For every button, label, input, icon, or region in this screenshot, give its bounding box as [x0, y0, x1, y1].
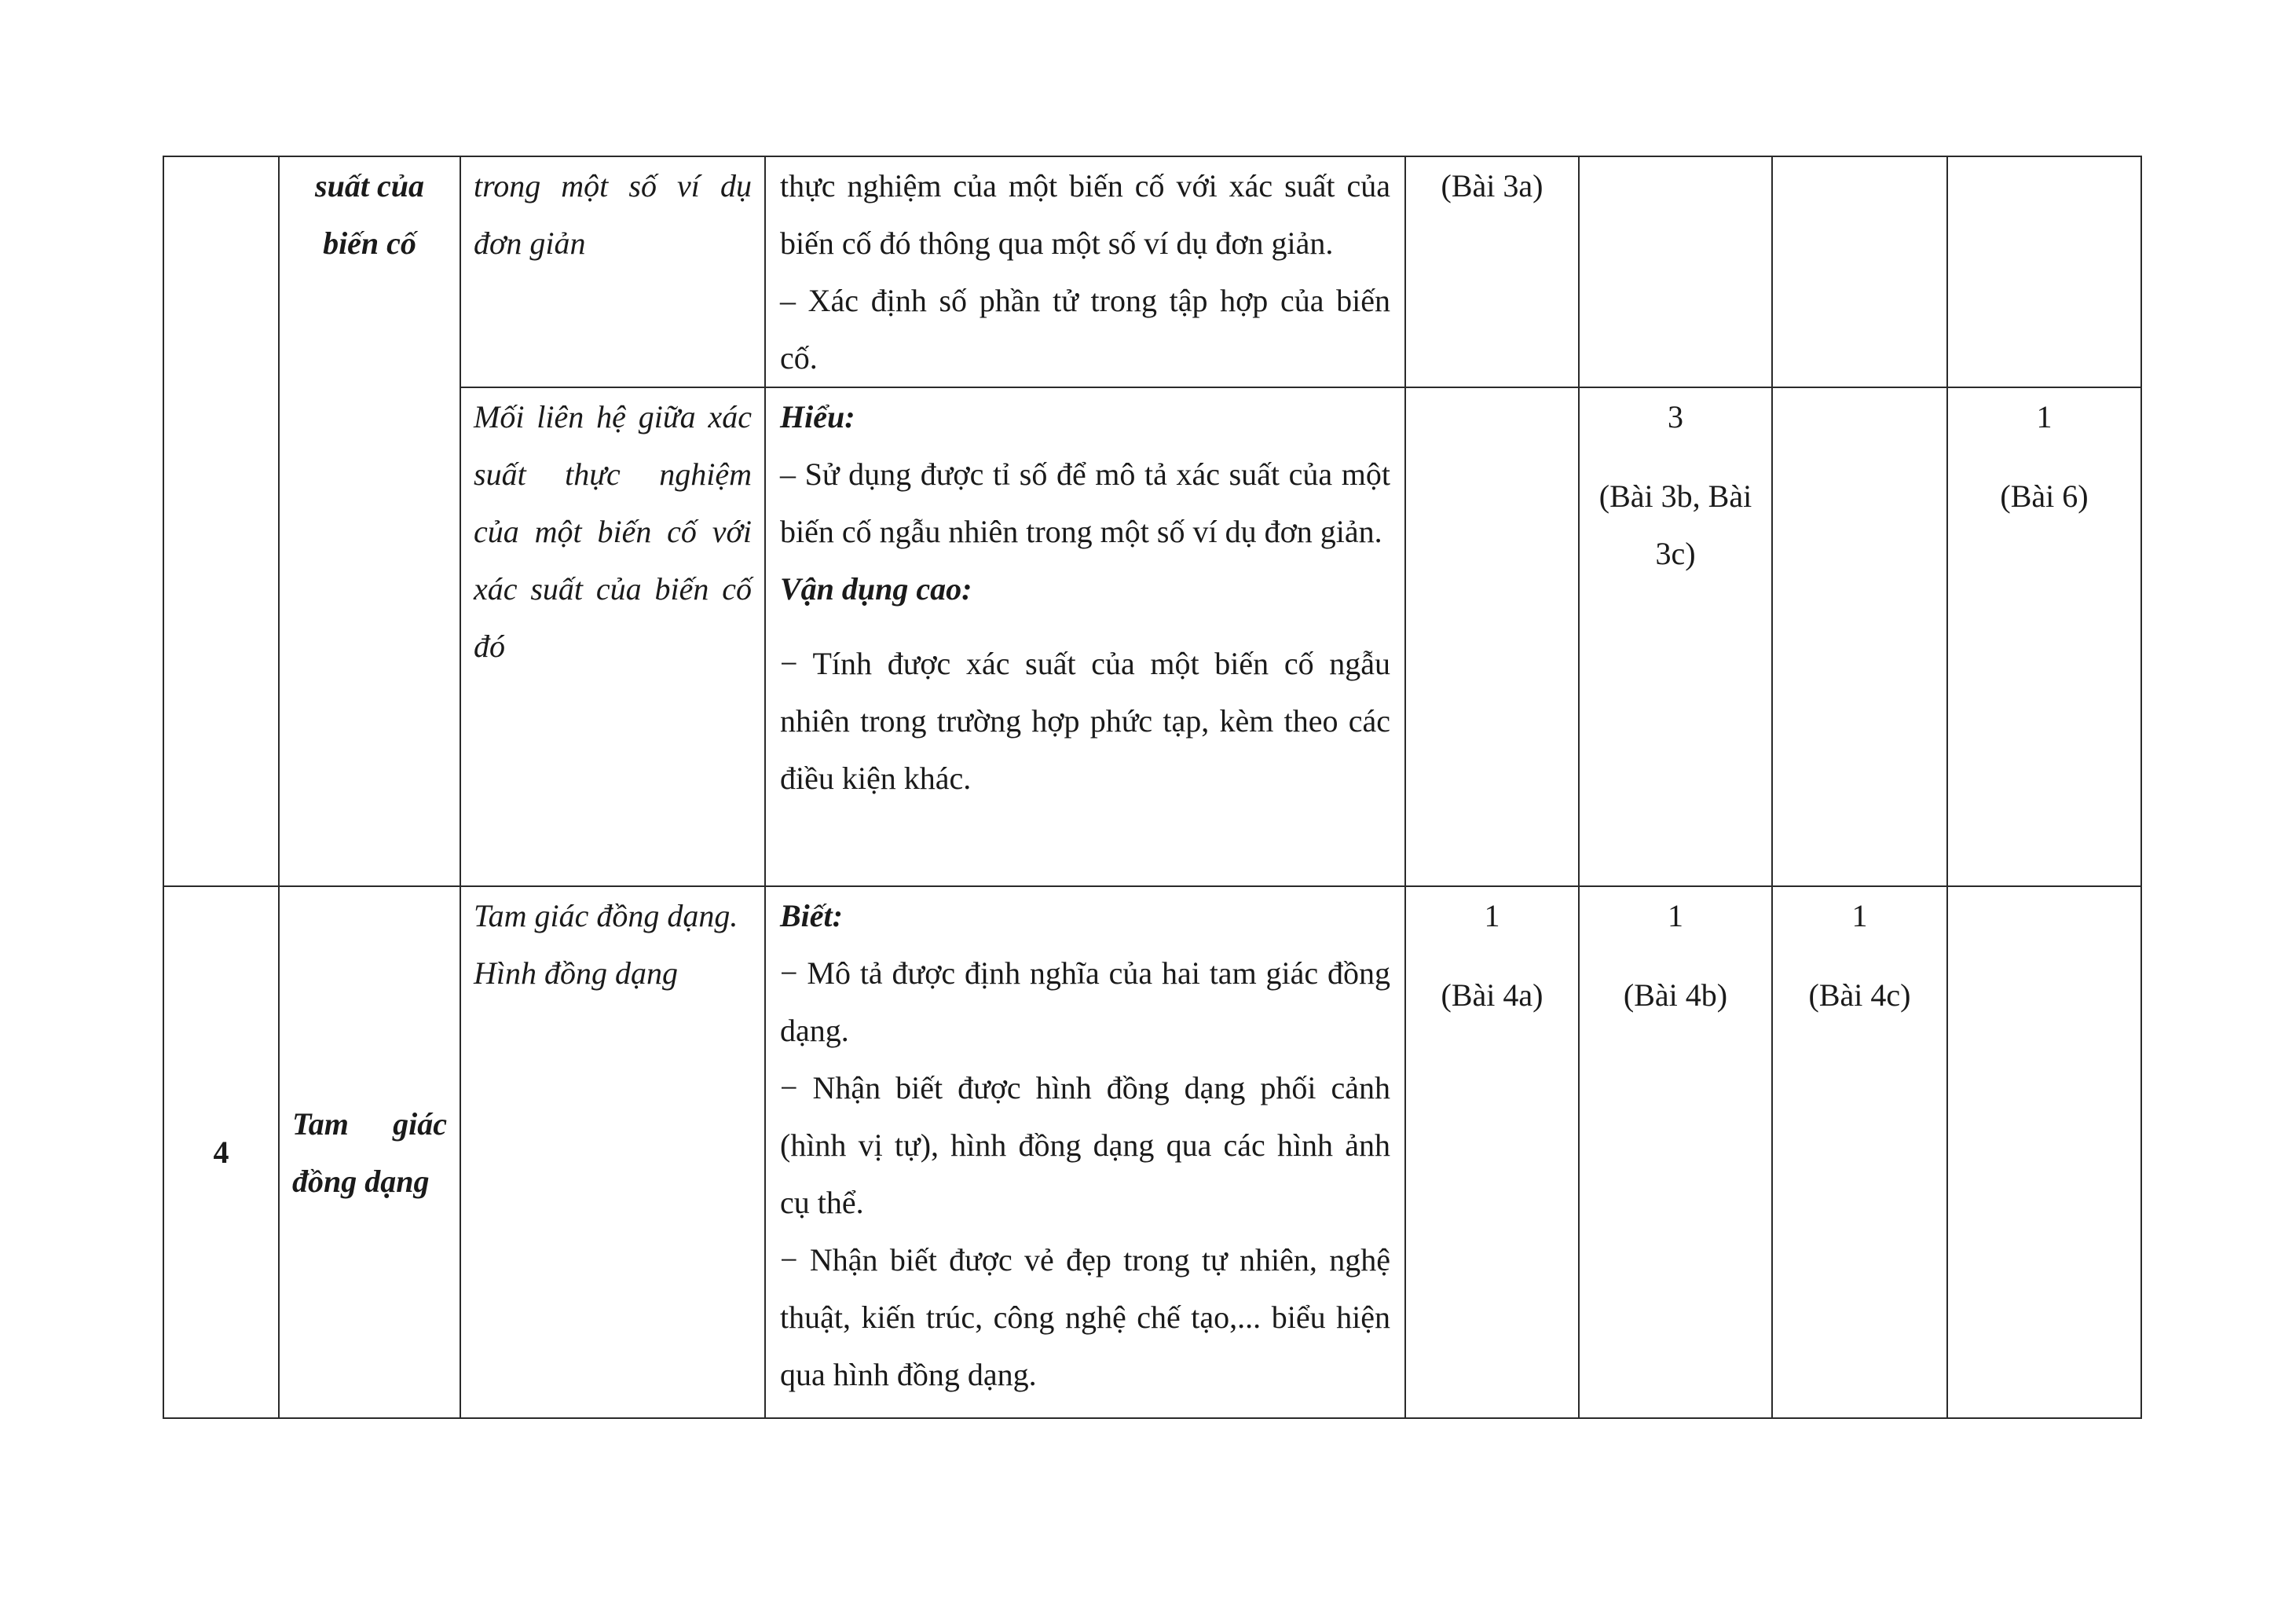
count-cell-vandungcao [1947, 886, 2141, 1418]
requirement-text: thực nghiệm của một biến cố với xác suất của biến cố đó thông qua một số ví dụ đơn giản. [780, 168, 1390, 261]
topic-line: suất của [315, 168, 424, 203]
content-line: trong một số ví dụ [474, 168, 752, 203]
requirement-text: − Nhận biết được vẻ đẹp trong tự nhiên, nghệ thuật, kiến trúc, công nghệ chế tạo,... biểu hiện qua hình đồng dạng. [780, 1242, 1390, 1392]
question-ref: (Bài 4c) [1808, 977, 1911, 1013]
count-cell-hieu [1579, 156, 1772, 387]
question-count: 1 [1851, 898, 1868, 933]
content-line: suất thực nghiệm [474, 456, 752, 492]
count-cell-biet [1405, 156, 1579, 387]
content-line: Tam giác đồng dạng. [474, 898, 738, 933]
topic-cell [279, 886, 460, 1418]
topic-number: 4 [213, 1135, 229, 1170]
requirement-text: – Xác định số phần tử trong tập hợp của biến cố. [780, 283, 1390, 376]
count-cell-biet [1405, 886, 1579, 1418]
content-cell [460, 387, 765, 886]
topic-cell [279, 156, 460, 886]
assessment-matrix-table [163, 156, 2142, 1419]
count-cell-vandung [1772, 387, 1947, 886]
level-heading: Hiểu: [780, 399, 855, 434]
requirements-cell [765, 387, 1405, 886]
content-line: đó [474, 629, 505, 664]
content-cell [460, 156, 765, 387]
level-heading: Biết: [780, 898, 843, 933]
topic-line: biến cố [323, 225, 416, 261]
requirements-cell [765, 156, 1405, 387]
table-row [163, 156, 2141, 387]
table-row [163, 886, 2141, 1418]
question-count: 1 [2036, 399, 2052, 434]
requirements-cell [765, 886, 1405, 1418]
count-cell-vandungcao [1947, 156, 2141, 387]
requirement-text: − Tính được xác suất của một biến cố ngẫu nhiên trong trường hợp phức tạp, kèm theo các điều kiện khác. [780, 646, 1390, 796]
topic-number-cell [163, 156, 279, 886]
count-cell-hieu [1579, 886, 1772, 1418]
content-line: của một biến cố với [474, 514, 752, 549]
content-cell [460, 886, 765, 1418]
content-line: xác suất của biến cố [474, 571, 752, 607]
level-heading: Vận dụng cao: [780, 571, 972, 607]
question-ref: (Bài 4a) [1441, 977, 1543, 1013]
topic-number-cell [163, 886, 279, 1418]
content-line: Hình đồng dạng [474, 955, 678, 991]
content-line: Mối liên hệ giữa xác [474, 399, 752, 434]
question-ref: (Bài 4b) [1623, 977, 1728, 1013]
question-count: 1 [1484, 898, 1500, 933]
question-ref: (Bài 3a) [1441, 168, 1543, 203]
requirement-text: − Mô tả được định nghĩa của hai tam giác đồng dạng. [780, 955, 1390, 1048]
content-line: đơn giản [474, 225, 586, 261]
question-ref: (Bài 3b, Bài 3c) [1598, 478, 1752, 571]
topic-line: đồng dạng [292, 1163, 430, 1199]
table-row [163, 387, 2141, 886]
count-cell-vandung [1772, 886, 1947, 1418]
requirement-text: – Sử dụng được tỉ số để mô tả xác suất của một biến cố ngẫu nhiên trong một số ví dụ đơn giản. [780, 456, 1390, 549]
question-count: 1 [1668, 898, 1683, 933]
requirement-text: − Nhận biết được hình đồng dạng phối cảnh (hình vị tự), hình đồng dạng qua các hình ảnh cụ thể. [780, 1070, 1390, 1220]
question-count: 3 [1668, 399, 1683, 434]
topic-line: Tam giác [292, 1105, 447, 1142]
question-ref: (Bài 6) [2000, 478, 2089, 514]
count-cell-vandungcao [1947, 387, 2141, 886]
count-cell-vandung [1772, 156, 1947, 387]
count-cell-hieu [1579, 387, 1772, 886]
count-cell-biet [1405, 387, 1579, 886]
